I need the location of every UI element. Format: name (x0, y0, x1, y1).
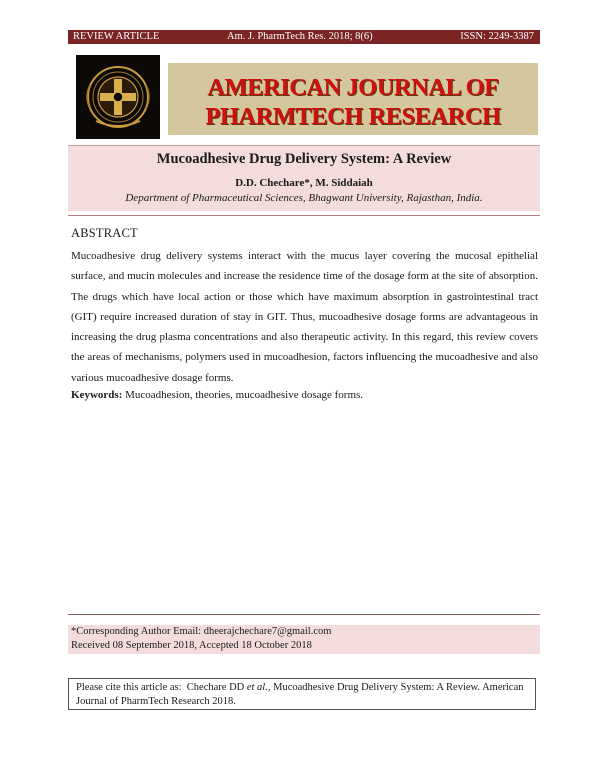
correspondence-block (68, 625, 540, 654)
citation-authors: Chechare DD (186, 682, 245, 693)
keywords-label: Keywords: (71, 389, 123, 401)
citation-etal: et al. (246, 682, 268, 693)
title-divider (68, 215, 540, 216)
article-authors: D.D. Chechare*, M. Siddaiah (235, 177, 373, 189)
keywords-value: Mucoadhesion, theories, mucoadhesive dosage forms. (125, 389, 364, 401)
article-title-block (68, 145, 540, 211)
abstract-text: Mucoadhesive drug delivery systems interact with the mucus layer covering the mucosal epithelial surface, and mucin molecules and increase the residence time of the dosage form at the site of absorption. The drugs which have local action or those which have maximum absorption in gastrointestinal tract (GIT) require increased duration of stay in GIT. Thus, mucoadhesive dosage forms are advantageous in increasing the drug plasma concentrations and also therapeutic activity. In this regard, this review covers the areas of mechanisms, polymers used in mucoadhesion, factors influencing the mucoadhesive and also various mucoadhesive dosage forms. (71, 250, 538, 384)
abstract-heading: ABSTRACT (71, 226, 138, 240)
journal-emblem-icon (76, 55, 160, 139)
keywords-line (71, 388, 538, 402)
article-title: Mucoadhesive Drug Delivery System: A Review (156, 151, 452, 167)
corresponding-email: *Corresponding Author Email: dheerajchechare7@gmail.com (71, 626, 332, 637)
article-type-label: REVIEW ARTICLE (73, 31, 160, 42)
footer-divider (68, 614, 540, 615)
journal-citation-label: Am. J. PharmTech Res. 2018; 8(6) (227, 31, 373, 42)
journal-name-line1: AMERICAN JOURNAL OF (207, 74, 499, 101)
journal-name-banner (168, 63, 538, 135)
article-affiliation: Department of Pharmaceutical Sciences, Bhagwant University, Rajasthan, India. (125, 192, 483, 204)
journal-logo (76, 55, 160, 139)
citation-rest-line2: Journal of PharmTech Research 2018. (76, 695, 236, 707)
journal-name-line2: PHARMTECH RESEARCH (205, 103, 501, 130)
citation-rest-line1: , Mucoadhesive Drug Delivery System: A Review. American (267, 682, 524, 693)
issn-label: ISSN: 2249-3387 (460, 31, 534, 42)
received-dates: Received 08 September 2018, Accepted 18 October 2018 (71, 639, 312, 651)
citation-prefix: Please cite this article as: (76, 682, 182, 693)
citation-box (68, 678, 536, 710)
header-bar (68, 30, 540, 44)
